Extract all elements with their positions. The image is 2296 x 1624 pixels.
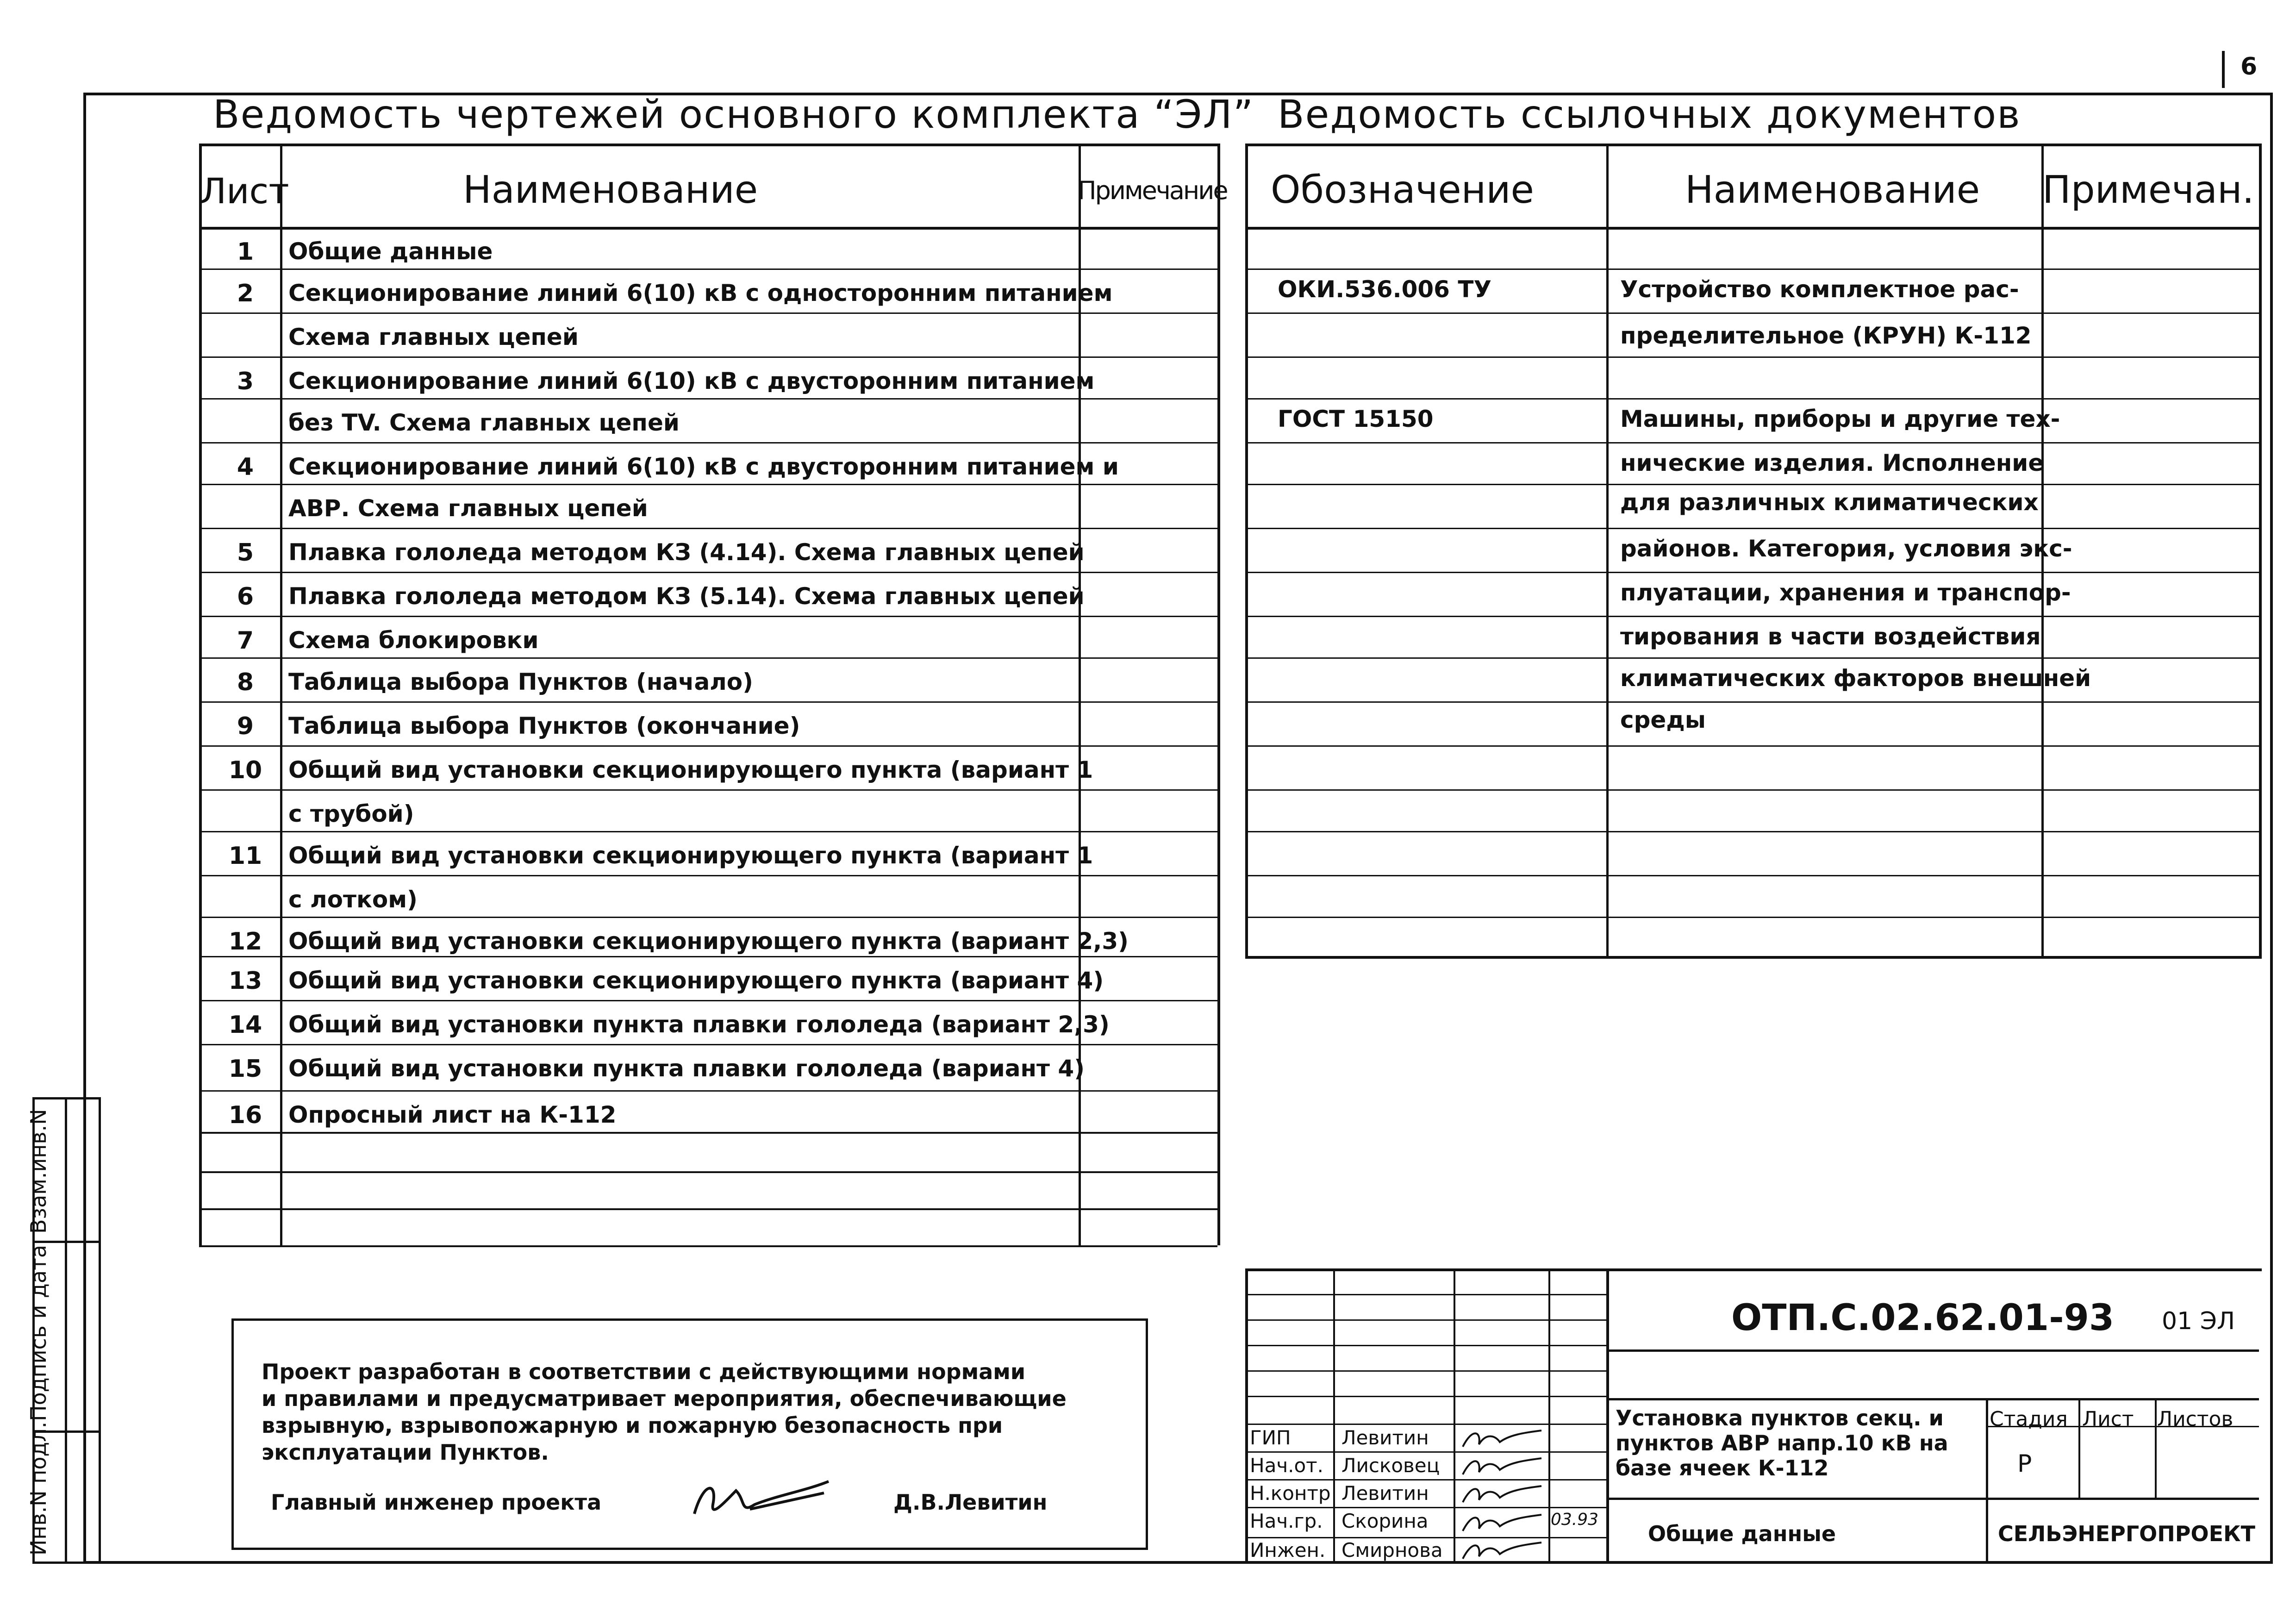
col-header-name: Наименование — [463, 168, 758, 212]
note-line-2: и правилами и предусматривает мероприятия, обеспечивающие — [262, 1386, 1067, 1411]
chief-engineer-signature — [685, 1472, 838, 1528]
row-name: Секционирование линий 6(10) кВ с двусторонним питанием и — [288, 453, 1119, 480]
sheet-name: Общие данные — [1648, 1521, 1836, 1546]
table-rule — [1245, 831, 2259, 832]
table-rule — [199, 1000, 1217, 1001]
staff-name: Левитин — [1341, 1482, 1429, 1505]
row-number: 9 — [237, 712, 254, 740]
signer-name: Д.В.Левитин — [893, 1490, 1048, 1515]
staff-date: 03.93 — [1551, 1510, 1599, 1529]
col-header-note: Примечание — [1078, 176, 1227, 205]
row-number: 16 — [228, 1101, 262, 1129]
row-name: Таблица выбора Пунктов (окончание) — [288, 712, 800, 739]
title-block-rule — [1245, 1479, 1606, 1480]
table-rule — [199, 398, 1217, 400]
table-rule — [1245, 917, 2259, 918]
title-block-rule — [1245, 1451, 1606, 1453]
row-name: без TV. Схема главных цепей — [288, 409, 680, 436]
staff-role: Нач.гр. — [1250, 1510, 1323, 1532]
title-block-rule — [1245, 1396, 1606, 1397]
row-name: Опросный лист на К-112 — [288, 1101, 617, 1128]
table-rule — [1245, 398, 2259, 400]
row-name: Общий вид установки секционирующего пункта (вариант 4) — [288, 967, 1104, 994]
table-rule — [1245, 789, 2259, 791]
row-name: Плавка гололеда методом КЗ (5.14). Схема главных цепей — [288, 583, 1085, 610]
row-name: Общие данные — [288, 238, 493, 265]
note-line-1: Проект разработан в соответствии с действующими нормами — [262, 1359, 1026, 1384]
row-name: Секционирование линий 6(10) кВ с односторонним питанием — [288, 280, 1113, 306]
row-name: Схема блокировки — [288, 627, 539, 654]
staff-name: Левитин — [1341, 1426, 1429, 1449]
table-rule — [1245, 442, 2259, 443]
stage-value: Р — [2017, 1450, 2032, 1478]
table-rule — [1245, 745, 2259, 747]
stamp-replaced-inv: Взам.инв.N — [26, 1109, 51, 1234]
reference-name: плуатации, хранения и транспор- — [1620, 579, 2071, 606]
row-number: 7 — [237, 627, 254, 655]
table-rule — [199, 442, 1217, 443]
row-number: 6 — [237, 583, 254, 611]
note-line-4: эксплуатации Пунктов. — [262, 1440, 549, 1465]
note-line-3: взрывную, взрывопожарную и пожарную безопасность при — [262, 1413, 1003, 1438]
title-block-rule — [1986, 1498, 1988, 1564]
page-number: 6 — [2240, 53, 2258, 81]
row-number: 1 — [237, 238, 254, 266]
row-number: 2 — [237, 280, 254, 307]
reference-name: климатических факторов внешней — [1620, 665, 2091, 692]
reference-name: среды — [1620, 706, 1706, 733]
reference-designation: ГОСТ 15150 — [1278, 406, 1434, 432]
stamp-inv-number: Инв.N подл. — [26, 1421, 51, 1555]
staff-signature — [1458, 1510, 1546, 1536]
row-number: 8 — [237, 668, 254, 696]
staff-role: Нач.от. — [1250, 1454, 1323, 1477]
col-header-ref-note: Примечан. — [2042, 168, 2254, 212]
table-border — [199, 144, 1220, 146]
row-name: Общий вид установки пункта плавки гололеда (вариант 2,3) — [288, 1011, 1110, 1038]
staff-name: Смирнова — [1341, 1539, 1443, 1562]
row-number: 10 — [228, 756, 262, 784]
table-rule — [199, 269, 1217, 270]
title-block-border — [1245, 1268, 2262, 1271]
title-block-rule — [1245, 1537, 1606, 1538]
col-header-ref-name: Наименование — [1685, 168, 1980, 212]
title-block-rule — [1333, 1268, 1335, 1564]
table-rule — [1245, 356, 2259, 358]
table-border — [1245, 956, 2262, 959]
title-block-rule — [1245, 1507, 1606, 1508]
page-number-divider — [2222, 51, 2225, 88]
row-name: Плавка гололеда методом КЗ (4.14). Схема главных цепей — [288, 539, 1085, 566]
table-column-rule — [1606, 144, 1609, 956]
table-rule — [199, 745, 1217, 747]
table-rule — [199, 1132, 1217, 1134]
project-title-line-3: базе ячеек К-112 — [1616, 1455, 1829, 1480]
row-name: Общий вид установки пункта плавки гололеда (вариант 4) — [288, 1055, 1085, 1082]
table-rule — [199, 1245, 1217, 1247]
title-block-rule — [1245, 1345, 1606, 1346]
table-rule — [1245, 616, 2259, 617]
title-block-rule — [1548, 1268, 1550, 1564]
staff-name: Скорина — [1341, 1510, 1429, 1532]
staff-role: ГИП — [1250, 1426, 1291, 1449]
signer-role: Главный инженер проекта — [271, 1490, 602, 1515]
table-rule — [199, 657, 1217, 659]
row-number: 15 — [228, 1055, 262, 1083]
table-border — [1217, 144, 1220, 1245]
table-rule — [1245, 312, 2259, 314]
organization: СЕЛЬЭНЕРГОПРОЕКТ — [1998, 1521, 2255, 1546]
reference-designation: ОКИ.536.006 ТУ — [1278, 276, 1492, 303]
col-header-designation: Обозначение — [1271, 168, 1534, 212]
table-rule — [1245, 227, 2262, 230]
staff-name: Лисковец — [1341, 1454, 1440, 1477]
title-block-rule — [1245, 1424, 1606, 1425]
reference-name: для различных климатических — [1620, 489, 2039, 516]
table-rule — [199, 312, 1217, 314]
row-number: 13 — [228, 967, 262, 995]
title-block-rule — [1245, 1319, 1606, 1321]
document-code: ОТП.С.02.62.01-93 — [1731, 1297, 2115, 1339]
table-rule — [1245, 875, 2259, 876]
side-stamp-divider — [65, 1097, 67, 1564]
table-rule — [199, 1171, 1217, 1173]
project-title-line-2: пунктов АВР напр.10 кВ на — [1616, 1430, 1948, 1455]
row-name: АВР. Схема главных цепей — [288, 495, 648, 522]
row-number: 5 — [237, 539, 254, 567]
table-rule — [199, 616, 1217, 617]
reference-name: Устройство комплектное рас- — [1620, 276, 2019, 303]
right-title: Ведомость ссылочных документов — [1278, 92, 2021, 137]
title-block-rule — [1245, 1370, 1606, 1372]
table-rule — [199, 1090, 1217, 1092]
left-title: Ведомость чертежей основного комплекта “ЭЛ” — [213, 92, 1254, 137]
table-rule — [199, 528, 1217, 529]
side-stamp-divider — [32, 1241, 101, 1243]
title-block-rule — [2155, 1398, 2157, 1498]
staff-role: Инжен. — [1250, 1539, 1326, 1562]
reference-name: нические изделия. Исполнение — [1620, 450, 2044, 476]
table-rule — [199, 356, 1217, 358]
project-title-line-1: Установка пунктов секц. и — [1616, 1405, 1944, 1430]
staff-signature — [1458, 1538, 1546, 1563]
table-rule — [1245, 572, 2259, 573]
table-rule — [199, 701, 1217, 703]
reference-name: Машины, приборы и другие тех- — [1620, 406, 2060, 432]
table-border — [1245, 144, 1248, 956]
table-rule — [1245, 269, 2259, 270]
table-rule — [199, 831, 1217, 832]
row-number: 12 — [228, 928, 262, 956]
table-border — [2259, 144, 2262, 956]
title-block-border — [1245, 1268, 1248, 1564]
row-name: с лотком) — [288, 886, 418, 913]
row-name: Секционирование линий 6(10) кВ с двусторонним питанием — [288, 368, 1095, 394]
staff-signature — [1458, 1426, 1546, 1451]
row-number: 11 — [228, 842, 262, 870]
row-number: 4 — [237, 453, 254, 481]
staff-signature — [1458, 1481, 1546, 1507]
sheet-code: 01 ЭЛ — [2162, 1307, 2235, 1335]
table-rule — [199, 572, 1217, 573]
stage-label: Стадия — [1990, 1407, 2068, 1431]
table-rule — [199, 227, 1217, 228]
row-name: Таблица выбора Пунктов (начало) — [288, 668, 754, 695]
table-rule — [1245, 528, 2259, 529]
title-block-rule — [1454, 1268, 1455, 1564]
row-number: 14 — [228, 1011, 262, 1039]
staff-role: Н.контр — [1250, 1482, 1331, 1505]
table-rule — [199, 789, 1217, 791]
table-column-rule — [280, 144, 282, 1245]
table-rule — [1245, 484, 2259, 485]
reference-name: пределительное (КРУН) К-112 — [1620, 322, 2032, 349]
title-block-rule — [1245, 1294, 1606, 1295]
stamp-signature-date: Подпись и дата — [26, 1244, 51, 1421]
row-name: Общий вид установки секционирующего пункта (вариант 1 — [288, 842, 1093, 869]
table-rule — [1245, 701, 2259, 703]
col-header-sheet: Лист — [200, 170, 289, 212]
row-name: Общий вид установки секционирующего пункта (вариант 1 — [288, 756, 1093, 783]
title-block-rule — [1606, 1349, 2259, 1352]
table-rule — [199, 1208, 1217, 1210]
table-rule — [199, 917, 1217, 918]
table-rule — [199, 1044, 1217, 1045]
title-block-rule — [1606, 1498, 2259, 1500]
sheets-label: Листов — [2157, 1407, 2234, 1431]
row-name: Общий вид установки секционирующего пункта (вариант 2,3) — [288, 928, 1129, 955]
table-border — [199, 144, 202, 1245]
title-block-rule — [1986, 1398, 1988, 1498]
row-name: с трубой) — [288, 800, 414, 827]
reference-name: тирования в части воздействия — [1620, 623, 2041, 650]
reference-name: районов. Категория, условия экс- — [1620, 535, 2072, 562]
sheet-label: Лист — [2082, 1407, 2134, 1431]
row-number: 3 — [237, 368, 254, 395]
table-border — [1245, 144, 2262, 146]
title-block-rule — [1606, 1268, 1609, 1564]
table-rule — [199, 956, 1217, 957]
table-rule — [199, 875, 1217, 876]
row-name: Схема главных цепей — [288, 324, 579, 350]
staff-signature — [1458, 1454, 1546, 1479]
title-block-rule — [1606, 1398, 2259, 1400]
table-rule — [199, 484, 1217, 485]
table-rule — [1245, 657, 2259, 659]
title-block-rule — [2078, 1398, 2080, 1498]
